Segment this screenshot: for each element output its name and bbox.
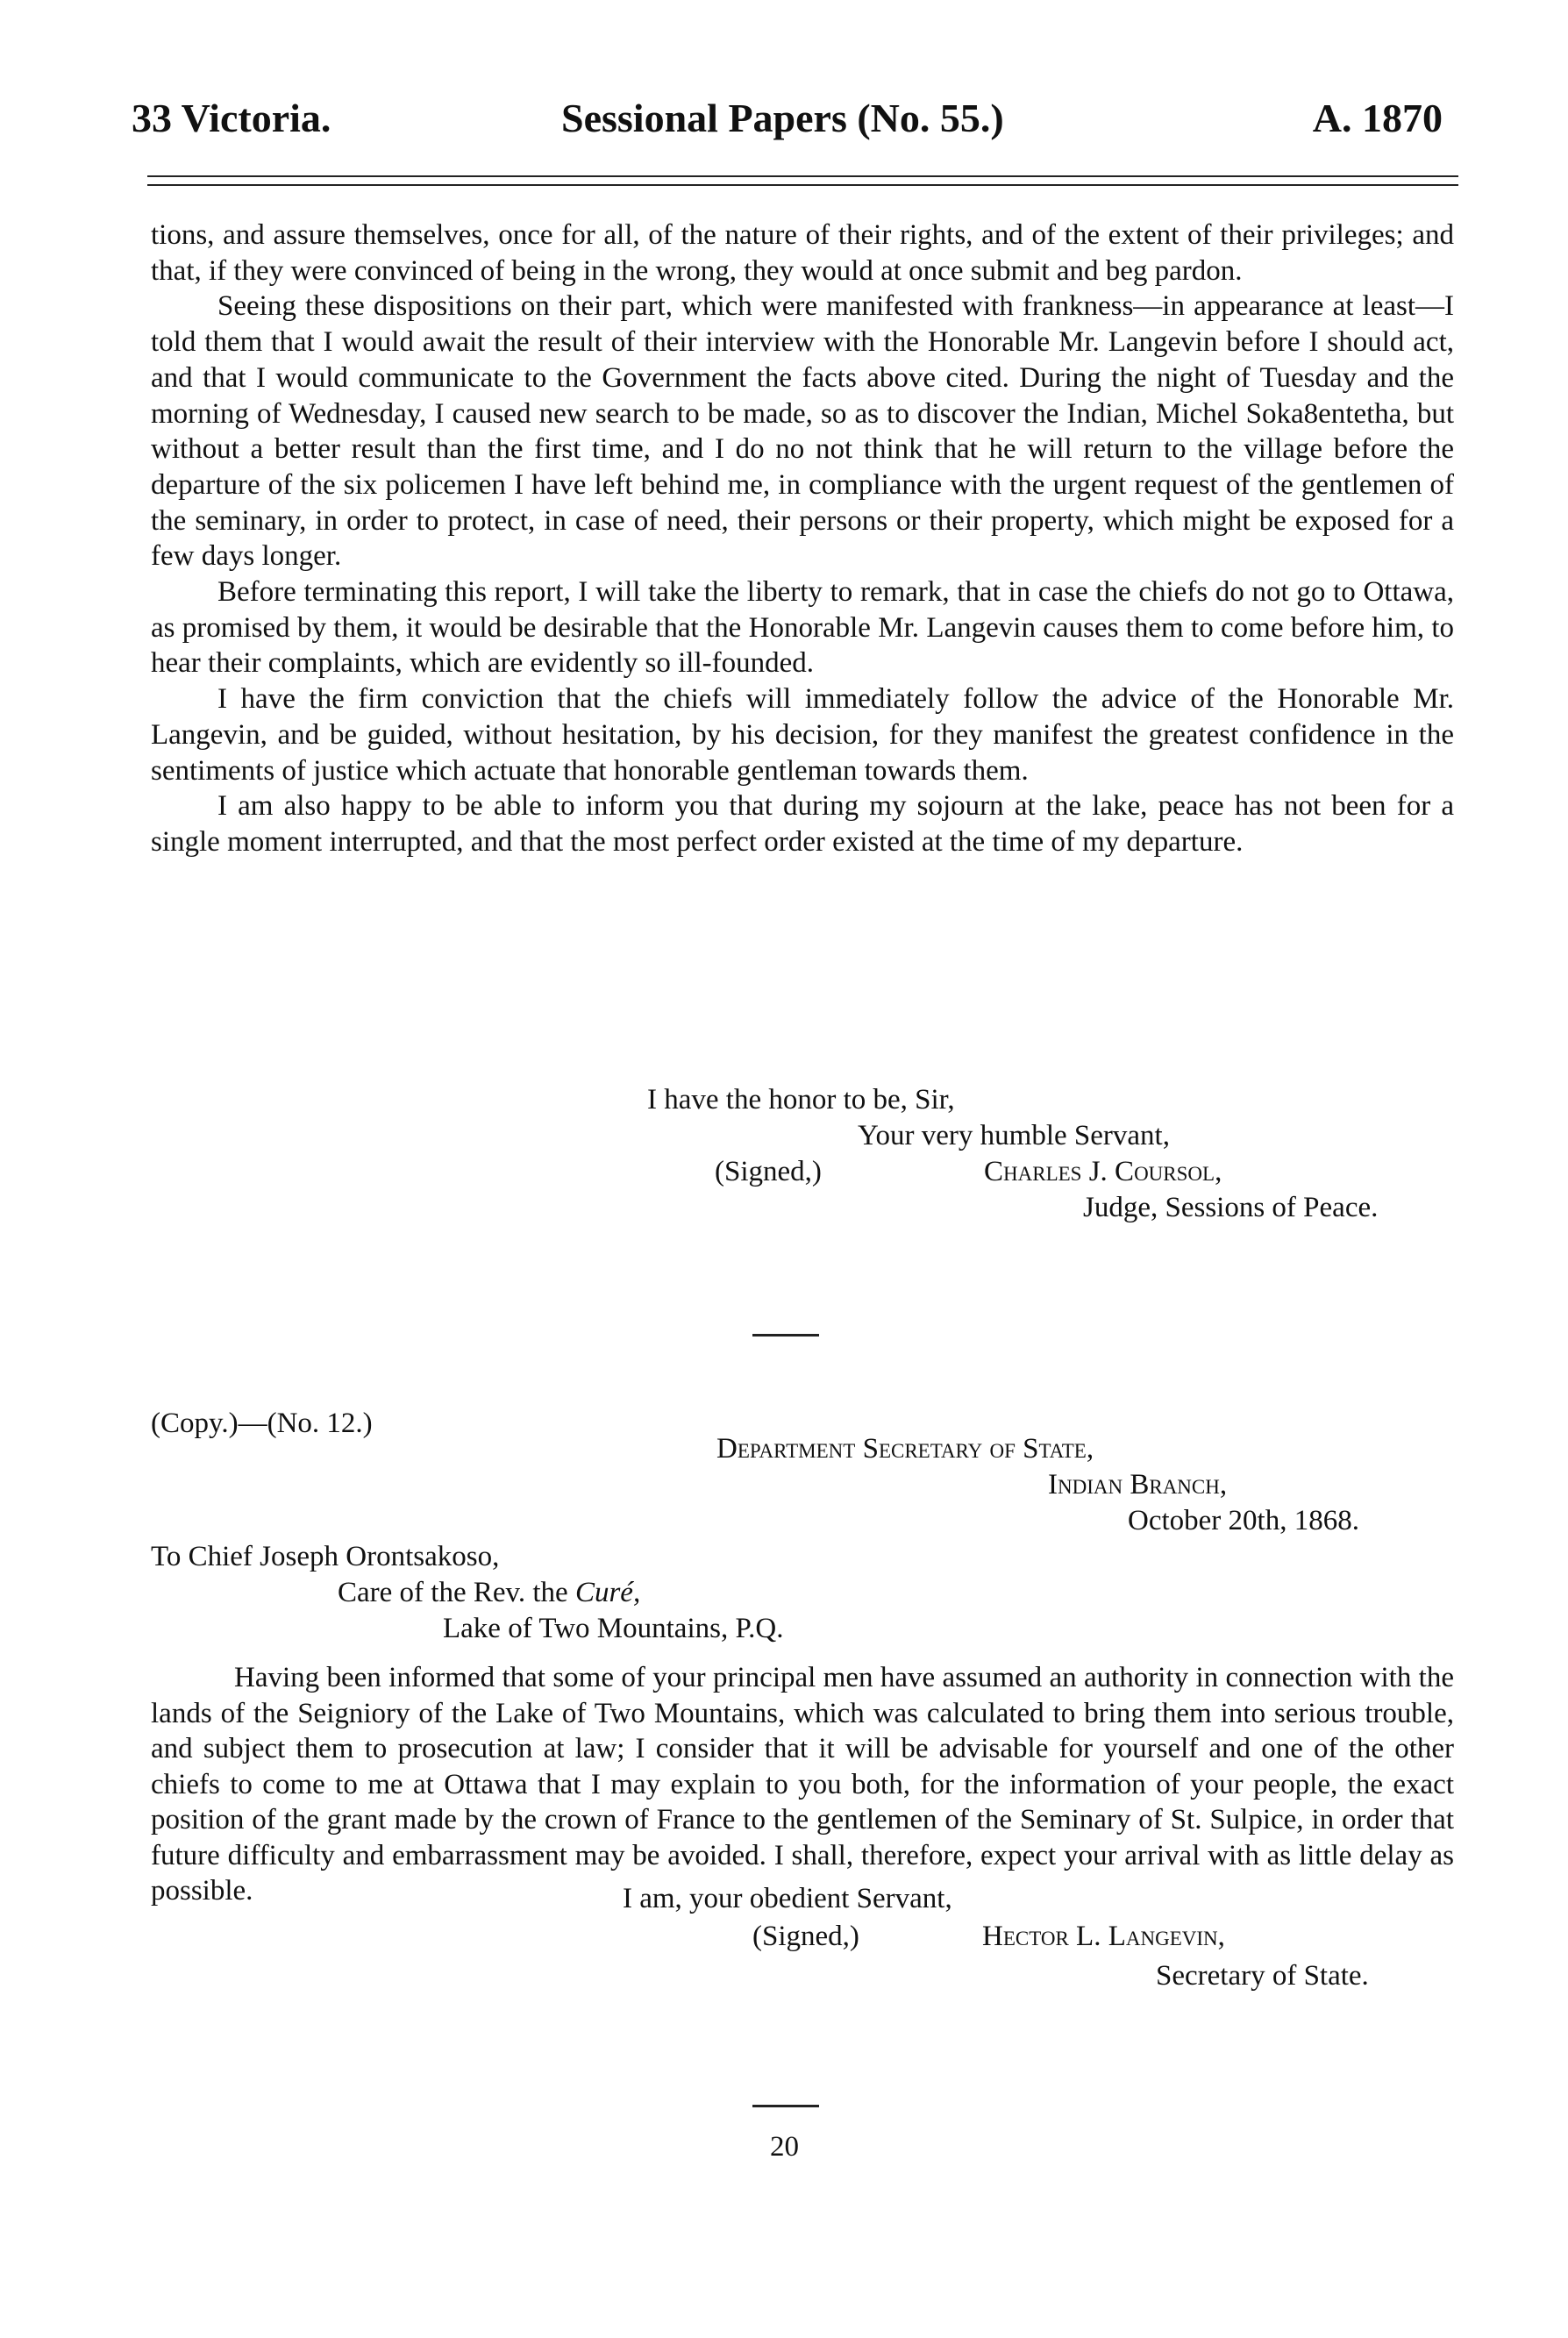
care-of: Care of the Rev. the Curé, <box>338 1577 641 1608</box>
report-paragraph: I have the firm conviction that the chiefs will immediately follow the advice of the Honorable Mr. Langevin, and be guided, without hesitation, by his decision, for they manifest the greatest confidence in the sentiments of justice which actuate that honorable gentleman towards them. <box>151 683 1454 787</box>
branch-name: Indian Branch, <box>1048 1469 1228 1500</box>
footer-divider <box>752 2105 819 2107</box>
signed-label: (Signed,) <box>715 1156 822 1187</box>
addressee: To Chief Joseph Orontsakoso, <box>151 1541 500 1572</box>
header-title: Sessional Papers (No. 55.) <box>561 96 1004 140</box>
report-paragraph: Seeing these dispositions on their part, which were manifested with frankness—in appearance at least—I told them that I would await the result of their interview with the Honorable Mr. Langevin before I should act, and that I would communicate to the Government the facts above cited. During the night of Tuesday and the morning of Wednesday, I caused new search to be made, so as to discover the Indian, Michel Soka8entetha, but without a better result than the first time, and I do no not think that he will return to the village before the departure of the six policemen I have left behind me, in compliance with the urgent request of the gentlemen of the seminary, in order to protect, in case of need, their persons or their property, which might be exposed for a few days longer. <box>151 290 1454 573</box>
signatory-name-2: Hector L. Langevin, <box>982 1921 1225 1952</box>
copy-label: (Copy.)—(No. 12.) <box>151 1408 373 1439</box>
letter-paragraph: Having been informed that some of your principal men have assumed an authority in connection with the lands of the Seigniory of the Lake of Two Mountains, which was calculated to bring them into serious trouble, and subject them to prosecution at law; I consider that it will be advisable for yourself and one of the other chiefs to come to me at Ottawa that I may explain to you both, for the information of your people, the exact position of the grant made by the crown of France to the gentlemen of the Seminary of St. Sulpice, in order that future difficulty and embarrassment may be avoided. I shall, therefore, expect your arrival with as little delay as possible. <box>151 1662 1454 1907</box>
report-body <box>151 217 1454 860</box>
report-paragraph: Before terminating this report, I will take the liberty to remark, that in case the chiefs do not go to Ottawa, as promised by them, it would be desirable that the Honorable Mr. Langevin causes them to come before him, to hear their complaints, which are evidently so ill-founded. <box>151 576 1454 680</box>
closing-servant: Your very humble Servant, <box>858 1120 1170 1151</box>
report-paragraph: tions, and assure themselves, once for all, of the nature of their rights, and of the extent of their privileges; and that, if they were convinced of being in the wrong, they would at once submit and beg pardon. <box>151 219 1454 287</box>
section-divider <box>752 1334 819 1337</box>
letter-body <box>151 1660 1454 1909</box>
header-rule-bottom <box>147 184 1458 186</box>
signatory-title-2: Secretary of State. <box>1156 1960 1369 1992</box>
closing-line: I have the honor to be, Sir, <box>647 1084 955 1116</box>
cure-word: Curé, <box>574 1577 641 1608</box>
header-rule-top <box>147 175 1458 177</box>
closing-line-2: I am, your obedient Servant, <box>623 1883 952 1914</box>
signed-label-2: (Signed,) <box>752 1921 859 1952</box>
running-header <box>132 88 1443 149</box>
addressee-place: Lake of Two Mountains, P.Q. <box>443 1613 784 1644</box>
department-name: Department Secretary of State, <box>716 1433 1094 1465</box>
page-number: 20 <box>770 2131 799 2163</box>
header-year: A. 1870 <box>1312 96 1443 140</box>
letter-date: October 20th, 1868. <box>1128 1505 1359 1536</box>
header-volume: 33 Victoria. <box>132 96 331 140</box>
signatory-title: Judge, Sessions of Peace. <box>1083 1192 1379 1223</box>
signatory-name: Charles J. Coursol, <box>984 1156 1222 1187</box>
report-paragraph: I am also happy to be able to inform you that during my sojourn at the lake, peace has not been for a single moment interrupted, and that the most perfect order existed at the time of my departure. <box>151 790 1454 858</box>
